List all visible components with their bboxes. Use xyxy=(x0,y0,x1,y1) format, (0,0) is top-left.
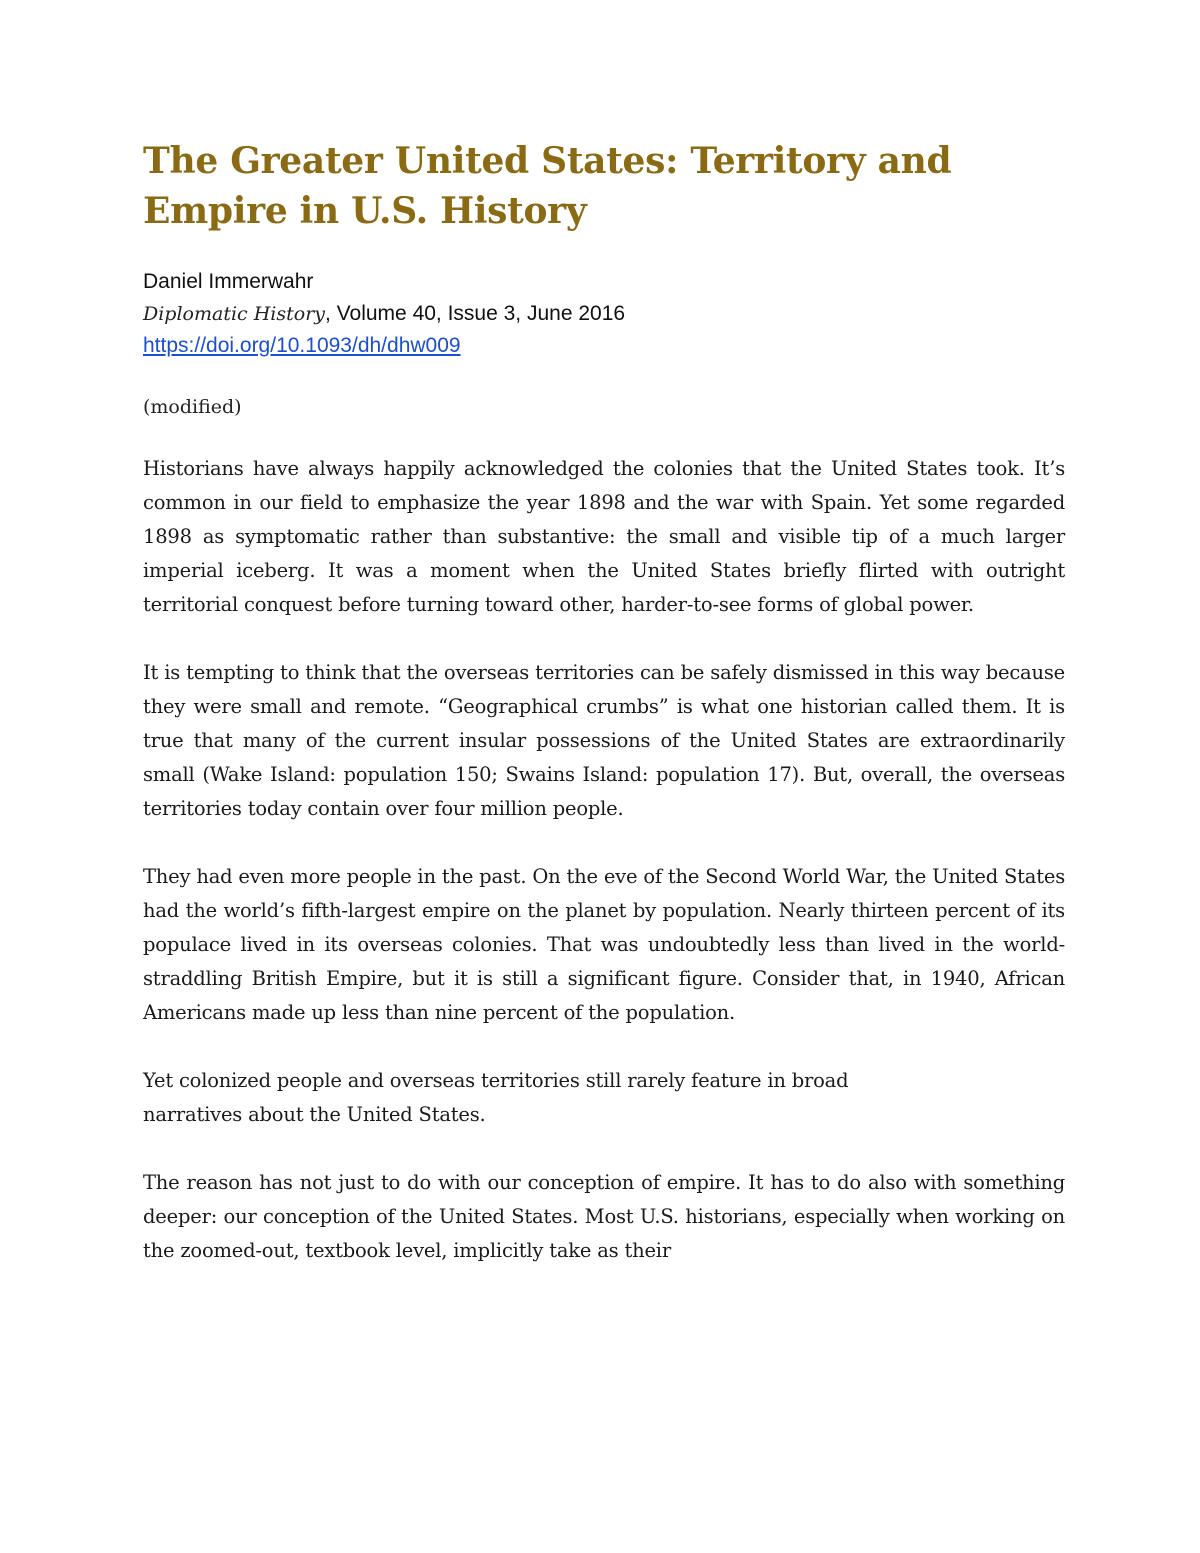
citation-details: , Volume 40, Issue 3, June 2016 xyxy=(325,302,626,325)
modified-note: (modified) xyxy=(143,396,242,418)
title-line-1: The Greater United States: Territory and xyxy=(143,140,952,182)
journal-name: Diplomatic History xyxy=(143,303,326,325)
citation-block xyxy=(143,266,1065,362)
title-line-2: Empire in U.S. History xyxy=(143,190,587,232)
paragraph-4: Yet colonized people and overseas territories still rarely feature in broad narratives about the United States. xyxy=(143,1069,849,1126)
doi-link[interactable]: https://doi.org/10.1093/dh/dhw009 xyxy=(143,334,461,357)
paragraph-3: They had even more people in the past. On the eve of the Second World War, the United States had the world’s fifth-largest empire on the planet by population. Nearly thirteen percent of its populace lived in its overseas colonies. That was undoubtedly less than lived in the world-straddling British Empire, but it is still a significant figure. Consider that, in 1940, African Americans made up less than nine percent of the population. xyxy=(143,865,1065,1024)
paragraph-5: The reason has not just to do with our conception of empire. It has to do also with something deeper: our conception of the United States. Most U.S. historians, especially when working on the zoomed-out, textbook level, implicitly take as their xyxy=(143,1171,1065,1262)
author-name: Daniel Immerwahr xyxy=(143,270,314,293)
document-content xyxy=(143,136,1065,1268)
citation-line xyxy=(143,298,1065,330)
paragraph-1: Historians have always happily acknowledged the colonies that the United States took. It’s common in our field to emphasize the year 1898 and the war with Spain. Yet some regarded 1898 as symptomatic rather than substantive: the small and visible tip of a much larger imperial iceberg. It was a moment when the United States briefly flirted with outright territorial conquest before turning toward other, harder-to-see forms of global power. xyxy=(143,457,1065,616)
document-title xyxy=(143,136,1065,236)
paragraph-2: It is tempting to think that the overseas territories can be safely dismissed in this way because they were small and remote. “Geographical crumbs” is what one historian called them. It is true that many of the current insular possessions of the United States are extraordinarily small (Wake Island: population 150; Swains Island: population 17). But, overall, the overseas territories today contain over four million people. xyxy=(143,661,1065,820)
